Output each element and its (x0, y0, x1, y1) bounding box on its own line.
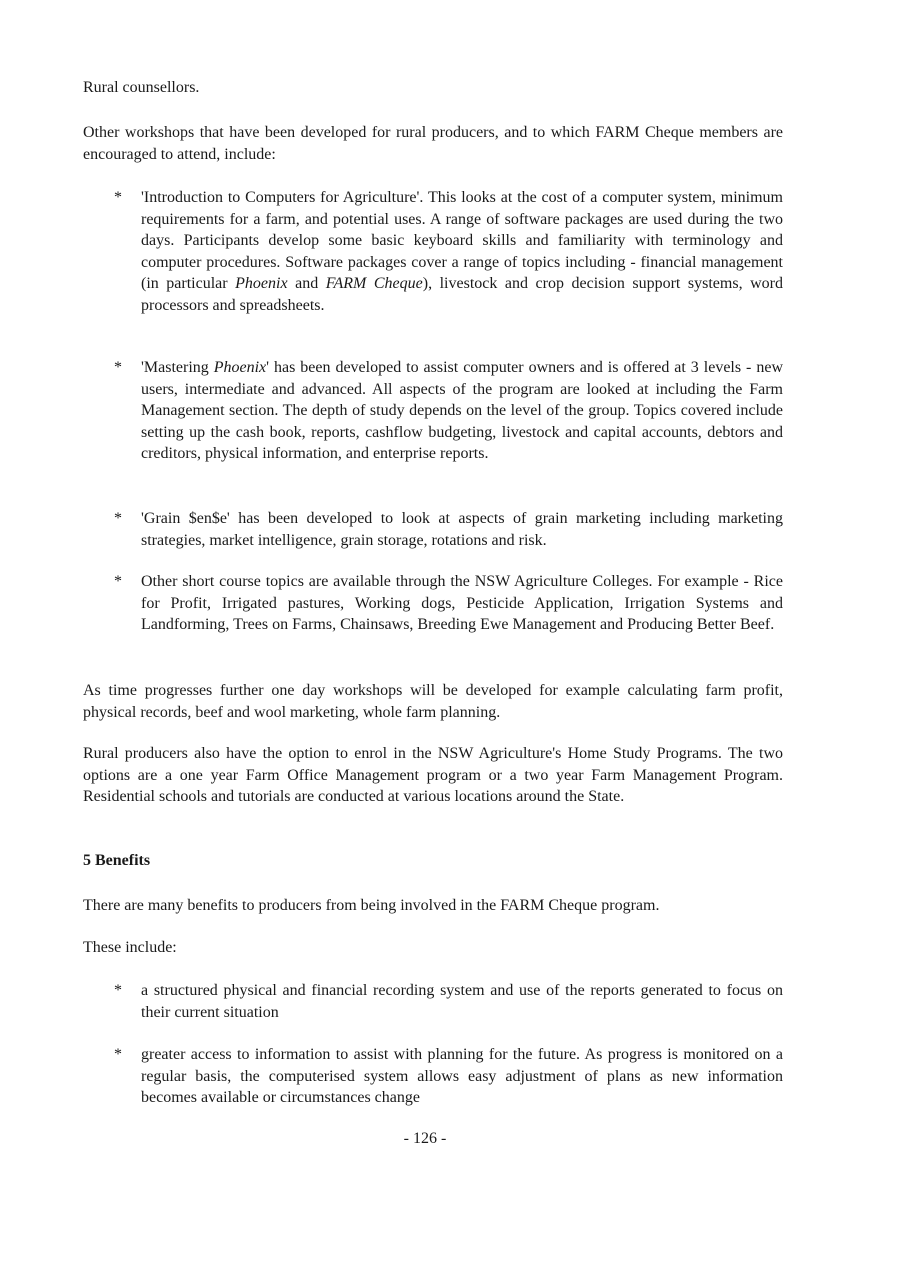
paragraph-text: Other workshops that have been developed for rural producers, and to which FARM Cheque members are encouraged to attend, include: (83, 124, 783, 163)
text-run: 'Mastering (141, 359, 214, 376)
bullet-text: Other short course topics are available through the NSW Agriculture Colleges. For example - Rice for Profit, Irrigated pastures, Working dogs, Pesticide Application, Irrigation Systems and Landforming, Trees on Farms, Chainsaws, Breeding Ewe Management and Producing Better Beef. (141, 573, 783, 633)
paragraph-benefits-intro (83, 895, 783, 917)
page-number: - 126 - (403, 1130, 447, 1147)
document-page (83, 0, 783, 1283)
text-run: ' has been developed to assist computer owners and is offered at 3 levels - new users, intermediate and advanced. All aspects of the program are looked at including the Farm Management section. The depth of study depends on the level of the group. Topics covered include setting up the cash book, reports, cashflow budgeting, livestock and capital accounts, debtors and creditors, physical information, and enterprise reports. (141, 359, 783, 462)
bullet-marker: * (114, 1046, 122, 1063)
paragraph-text: Rural producers also have the option to enrol in the NSW Agriculture's Home Study Programs. The two options are a one year Farm Office Management program or a two year Farm Management Program. Residential schools and tutorials are conducted at various locations around the State. (83, 745, 783, 805)
bullet-text (141, 187, 783, 316)
section-heading: 5 Benefits (83, 852, 151, 869)
paragraph-text: These include: (83, 939, 177, 956)
bullet-marker: * (114, 982, 122, 999)
bullet-marker: * (114, 510, 122, 527)
paragraph-these-include (83, 937, 783, 959)
italic-run: Phoenix (213, 359, 267, 376)
bullet-text: 'Grain $en$e' has been developed to look at aspects of grain marketing including marketing strategies, market intelligence, grain storage, rotations and risk. (141, 510, 783, 549)
paragraph-workshops-intro (83, 122, 783, 165)
bullet-marker: * (114, 573, 122, 590)
paragraph-text: There are many benefits to producers from being involved in the FARM Cheque program. (83, 897, 660, 914)
text-run: ), livestock and crop decision support systems, word processors and spreadsheets. (141, 275, 783, 314)
paragraph-home-study (83, 743, 783, 808)
bullet-marker: * (114, 359, 122, 376)
bullet-marker: * (114, 189, 122, 206)
paragraph-text: Rural counsellors. (83, 79, 200, 96)
paragraph-one-day-workshops (83, 680, 783, 723)
text-run: and (287, 275, 326, 292)
bullet-text: a structured physical and financial recording system and use of the reports generated to focus on their current situation (141, 982, 783, 1021)
bullet-text: greater access to information to assist with planning for the future. As progress is monitored on a regular basis, the computerised system allows easy adjustment of plans as new information becomes available or circumstances change (141, 1046, 783, 1106)
text-run: 'Introduction to Computers for Agriculture'. This looks at the cost of a computer system, minimum requirements for a farm, and potential uses. A range of software packages are used during the two days. Participants develop some basic keyboard skills and familiarity with terminology and computer procedures. Software packages cover a range of topics including - financial management (in particular (141, 189, 783, 292)
paragraph-rural-counsellors (83, 77, 783, 99)
bullet-text (141, 357, 783, 465)
italic-run: Phoenix (235, 275, 288, 292)
section-heading-benefits (83, 850, 783, 872)
italic-run: FARM Cheque (325, 275, 423, 292)
paragraph-text: As time progresses further one day workshops will be developed for example calculating farm profit, physical records, beef and wool marketing, whole farm planning. (83, 682, 783, 721)
